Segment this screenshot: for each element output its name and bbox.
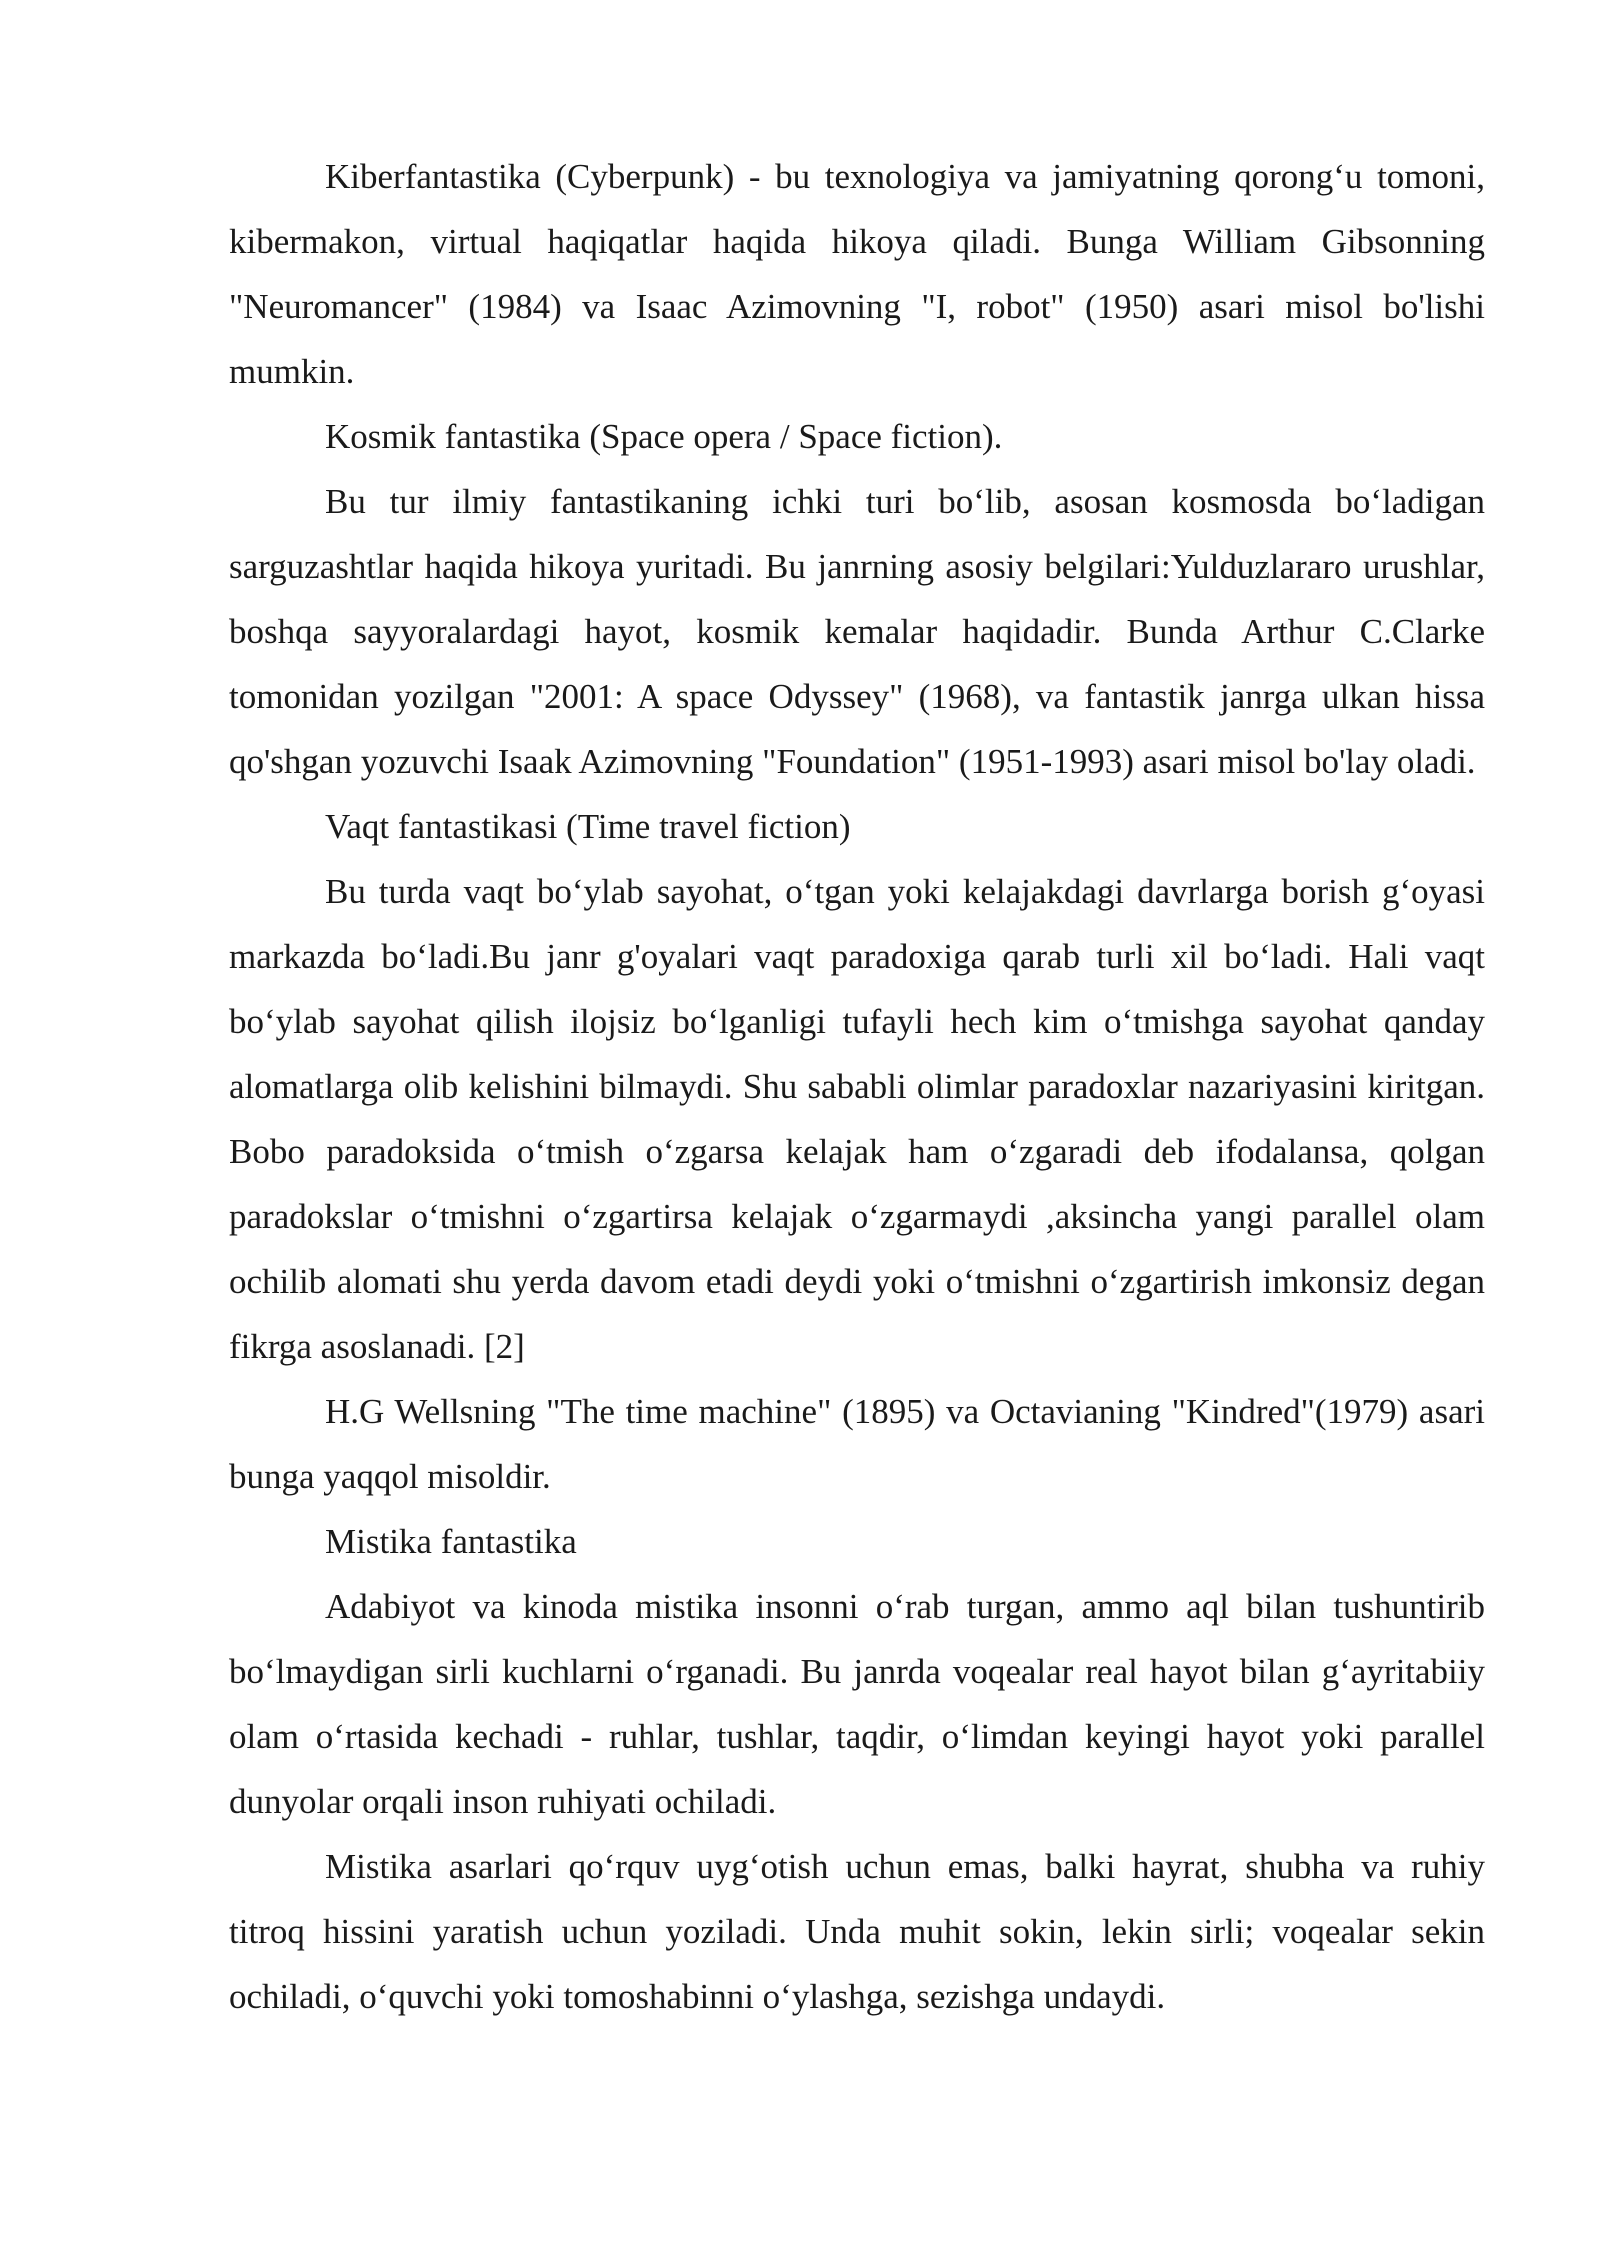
paragraph-mystic: Adabiyot va kinoda mistika insonni o‘rab turgan, ammo aql bilan tushuntirib bo‘lmaydigan sirli kuchlarni o‘rganadi. Bu janrda voqealar real hayot bilan g‘ayritabiiy olam o‘rtasida kechadi - ruhlar, tushlar, taqdir, o‘limdan keyingi hayot yoki parallel dunyolar orqali inson ruhiyati ochiladi.	[229, 1587, 1485, 1821]
paragraph-time-travel-examples: H.G Wellsning "The time machine" (1895) va Octavianing "Kindred"(1979) asari bunga yaqqol misoldir.	[229, 1392, 1485, 1496]
paragraph-cyberpunk: Kiberfantastika (Cyberpunk) - bu texnologiya va jamiyatning qorong‘u tomoni, kibermakon, virtual haqiqatlar haqida hikoya qiladi. Bunga William Gibsonning "Neuromancer" (1984) va Isaac Azimovning "I, robot" (1950) asari misol bo'lishi mumkin.	[229, 157, 1485, 391]
document-body	[229, 144, 1485, 2029]
heading-time-travel: Vaqt fantastikasi (Time travel fiction)	[325, 807, 851, 846]
paragraph-time-travel: Bu turda vaqt bo‘ylab sayohat, o‘tgan yoki kelajakdagi davrlarga borish g‘oyasi markazda bo‘ladi.Bu janr g'oyalari vaqt paradoxiga qarab turli xil bo‘ladi. Hali vaqt bo‘ylab sayohat qilish ilojsiz bo‘lganligi tufayli hech kim o‘tmishga sayohat qanday alomatlarga olib kelishini bilmaydi. Shu sababli olimlar paradoxlar nazariyasini kiritgan. Bobo paradoksida o‘tmish o‘zgarsa kelajak ham o‘zgaradi deb ifodalansa, qolgan paradokslar o‘tmishni o‘zgartirsa kelajak o‘zgarmaydi ,aksincha yangi parallel olam ochilib alomati shu yerda davom etadi deydi yoki o‘tmishni o‘zgartirish imkonsiz degan fikrga asoslanadi. [2]	[229, 872, 1485, 1366]
paragraph-space-fiction: Bu tur ilmiy fantastikaning ichki turi bo‘lib, asosan kosmosda bo‘ladigan sarguzashtlar haqida hikoya yuritadi. Bu janrning asosiy belgilari:Yulduzlararo urushlar, boshqa sayyoralardagi hayot, kosmik kemalar haqidadir. Bunda Arthur C.Clarke tomonidan yozilgan "2001: A space Odyssey" (1968), va fantastik janrga ulkan hissa qo'shgan yozuvchi Isaak Azimovning "Foundation" (1951-1993) asari misol bo'lay oladi.	[229, 482, 1485, 781]
heading-mystic: Mistika fantastika	[325, 1522, 577, 1561]
heading-space-fiction: Kosmik fantastika (Space opera / Space fiction).	[325, 417, 1003, 456]
paragraph-mystic-purpose: Mistika asarlari qo‘rquv uyg‘otish uchun emas, balki hayrat, shubha va ruhiy titroq hissini yaratish uchun yoziladi. Unda muhit sokin, lekin sirli; voqealar sekin ochiladi, o‘quvchi yoki tomoshabinni o‘ylashga, sezishga undaydi.	[229, 1847, 1485, 2016]
